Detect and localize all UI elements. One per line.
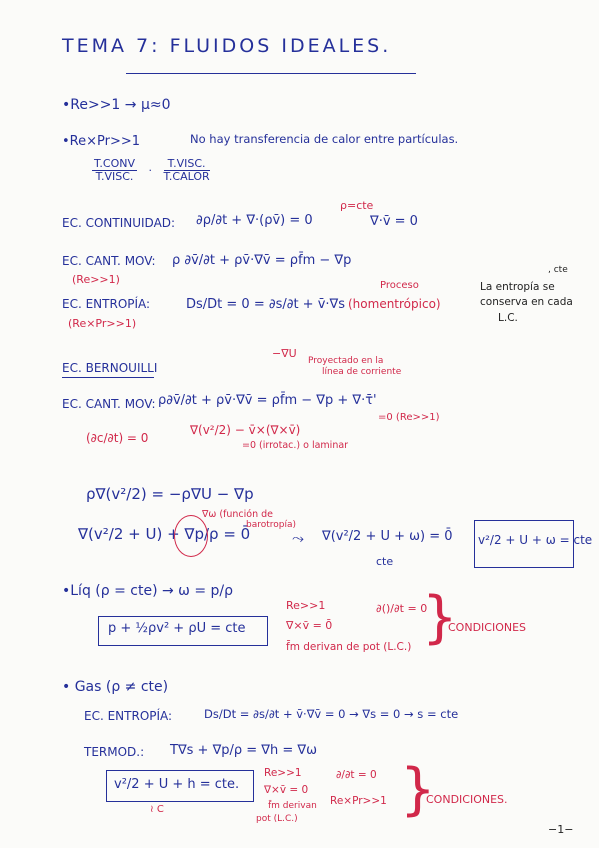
bernoulli-projection-note-1: Proyectado en la (308, 356, 384, 366)
entropy-conserved-note-3: L.C. (498, 312, 518, 324)
page-title: TEMA 7: FLUIDOS IDEALES. (62, 35, 392, 57)
liquid-label: •Líq (ρ = cte) → ω = p/ρ (62, 583, 234, 599)
momentum-equation: ρ ∂v̄/∂t + ρv̄·∇v̄ = ρf̄m − ∇p (172, 253, 352, 268)
bernoulli-equation-2: ρ∇(v²/2) = −ρ∇U − ∇p (86, 485, 254, 503)
liquid-condition-potential: f̄m derivan de pot (L.C.) (286, 641, 412, 653)
bernoulli-arrow: ⤳ (292, 529, 305, 547)
ratio-visc-den: T.CALOR (163, 170, 210, 184)
continuity-equation: ∂ρ/∂t + ∇·(ρv̄) = 0 (196, 213, 313, 228)
liquid-condition-reynolds: Re>>1 (286, 599, 326, 612)
liquid-condition-steady: ∂()/∂t = 0 (376, 602, 428, 615)
gas-condition-potential-2: pot (L.C.) (256, 814, 298, 824)
liquid-result: p + ½ρv² + ρU = cte (108, 621, 246, 636)
bullet-reynolds: •Re>>1 → μ≈0 (62, 97, 171, 113)
liquid-conditions-brace: } (422, 585, 458, 650)
entropy-condition: (Re×Pr>>1) (68, 317, 137, 330)
gas-conditions-label: CONDICIONES. (426, 793, 508, 806)
homentropic-label: (homentrópico) (348, 297, 441, 311)
barotropy-note-1: ∇ω (función de (202, 509, 274, 520)
gas-condition-steady: ∂/∂t = 0 (336, 769, 377, 781)
ratio-conv-den: T.VISC. (95, 170, 134, 184)
entropy-cte-note: , cte (548, 265, 568, 275)
momentum-condition: (Re>>1) (72, 273, 120, 286)
bernoulli-underline (62, 377, 154, 378)
gas-entropy-equation: Ds/Dt = ∂s/∂t + v̄·∇v̄ = 0 → ∇s = 0 → s = cte (204, 707, 459, 721)
ratio-visc-num: T.VISC. (164, 158, 210, 171)
title-underline (126, 73, 416, 74)
thermo-equation: T∇s + ∇p/ρ = ∇h = ∇ω (170, 743, 317, 758)
bernoulli-equation-3: ∇(v²/2 + U) + ∇p/ρ = 0̄ (78, 525, 251, 543)
bernoulli-viscous-note: =0 (Re>>1) (378, 412, 440, 423)
bernoulli-potential-note: −∇U (272, 347, 297, 360)
bernoulli-momentum-equation: ρ∂v̄/∂t + ρv̄·∇v̄ = ρf̄m − ∇p + ∇·τ̄' (158, 393, 377, 408)
liquid-condition-irrotational: ∇×v̄ = 0̄ (286, 619, 333, 632)
no-heat-transfer-note: No hay transferencia de calor entre partículas. (190, 132, 459, 146)
gas-condition-irrotational: ∇×v̄ = 0 (264, 784, 309, 796)
gas-result: v²/2 + U + h = cte. (114, 777, 240, 792)
bernoulli-irrotational-note: =0 (irrotac.) o laminar (242, 440, 349, 451)
gas-condition-potential-1: f̄m derivan (268, 801, 317, 811)
gas-condition-reynolds-prandtl: Re×Pr>>1 (330, 795, 387, 807)
gas-result-c: ≀ C (150, 804, 164, 815)
bernoulli-steady-condition: (∂c/∂t) = 0 (86, 431, 149, 445)
bernoulli-pressure-circle (174, 515, 208, 557)
gas-entropy-label: EC. ENTROPÍA: (84, 709, 173, 723)
gas-conditions-brace: } (400, 757, 436, 822)
bernoulli-result: v²/2 + U + ω = cte (478, 533, 593, 547)
bernoulli-gradient-identity: ∇(v²/2) − v̄×(∇×v̄) (190, 423, 301, 437)
bullet-reynolds-prandtl: •Re×Pr>>1 (62, 134, 141, 149)
process-label: Proceso (380, 280, 419, 291)
entropy-conserved-note-1: La entropía se (480, 281, 555, 293)
ratio-conv-visc: $\frac{\text{T.CONV}}{\text{T.VISC.}}$ · $\frac{\text{T.VISC.}}{\text{T.CALOR}}$ (94, 157, 210, 184)
bernoulli-title: EC. BERNOUILLI (62, 361, 158, 375)
liquid-conditions-label: CONDICIONES (448, 621, 527, 634)
continuity-label: EC. CONTINUIDAD: (62, 216, 176, 230)
bernoulli-momentum-label: EC. CANT. MOV: (62, 397, 156, 411)
entropy-label: EC. ENTROPÍA: (62, 297, 151, 311)
bernoulli-projection-note-2: línea de corriente (322, 367, 402, 377)
thermo-label: TERMOD.: (84, 745, 145, 759)
momentum-label: EC. CANT. MOV: (62, 254, 156, 268)
continuity-result: ∇·v̄ = 0 (370, 214, 418, 229)
continuity-density-note: ρ=cte (340, 199, 374, 212)
gas-label: • Gas (ρ ≠ cte) (62, 679, 169, 695)
entropy-conserved-note-2: conserva en cada (480, 296, 573, 308)
gas-condition-reynolds: Re>>1 (264, 767, 302, 779)
barotropy-note-2: barotropía) (246, 520, 297, 530)
bernoulli-cte: cte (376, 555, 394, 568)
ratio-conv-num: T.CONV (94, 157, 136, 170)
page-number: −1− (548, 823, 574, 836)
entropy-equation: Ds/Dt = 0 = ∂s/∂t + v̄·∇s (186, 297, 346, 312)
bernoulli-equation-4: ∇(v²/2 + U + ω) = 0̄ (322, 529, 453, 544)
